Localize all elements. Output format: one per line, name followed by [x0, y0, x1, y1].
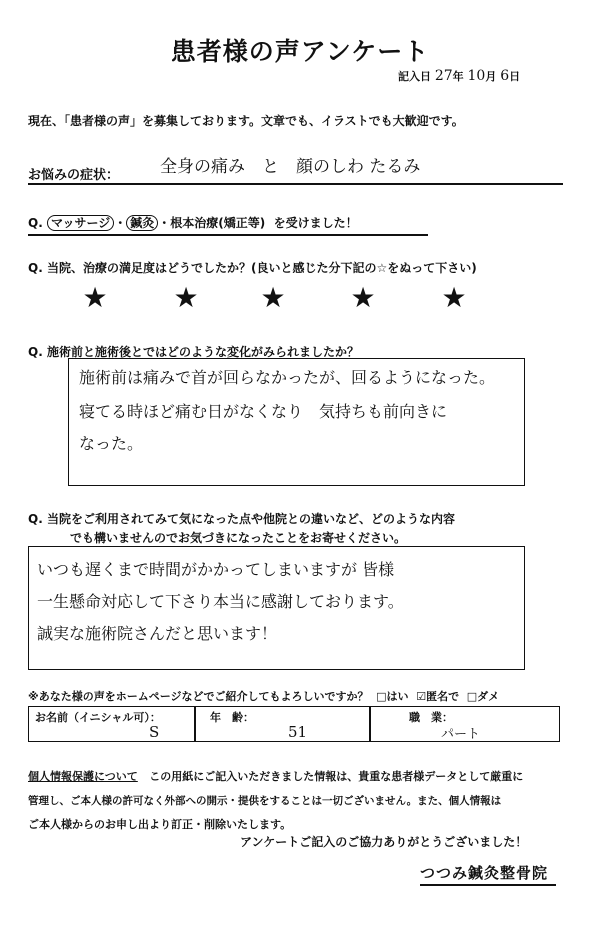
- compare-answer-line-2: 一生懸命対応して下さり本当に感謝しております。: [37, 592, 404, 611]
- consent-no-checkbox[interactable]: □ダメ: [466, 690, 500, 703]
- treatment-underline: [28, 234, 428, 236]
- occupation-value: パート: [441, 727, 481, 742]
- clinic-underline: [420, 884, 556, 886]
- rating-star-2[interactable]: ★: [173, 281, 199, 314]
- change-answer-box: [68, 358, 525, 486]
- q-prefix: Q.: [28, 216, 43, 230]
- name-value: S: [149, 723, 160, 741]
- privacy-notice: [28, 765, 588, 837]
- date-label: 記入日: [398, 70, 431, 83]
- q-prefix: Q.: [28, 512, 43, 526]
- date-day-unit: 日: [509, 70, 521, 83]
- consent-yes-checkbox[interactable]: □はい: [376, 690, 409, 703]
- q-prefix: Q.: [28, 261, 43, 275]
- privacy-line-3: ご本人様からのお申し出より訂正・削除いたします。: [28, 818, 292, 831]
- date-month: 10: [467, 68, 486, 84]
- treatment-suffix: を受けました！: [273, 216, 358, 230]
- rating-star-1[interactable]: ★: [82, 281, 108, 314]
- change-question-text: 施術前と施術後とではどのような変化がみられましたか？: [46, 345, 359, 359]
- separator: ・: [114, 216, 127, 230]
- occupation-field[interactable]: [370, 706, 560, 742]
- symptoms-underline: [28, 183, 563, 185]
- date-year: 27: [434, 68, 453, 84]
- consent-question: [28, 688, 499, 704]
- compare-question-line-1: [28, 510, 455, 527]
- age-label: 年 齢：: [210, 711, 254, 724]
- change-answer-line-1: 施術前は痛みで首が回らなかったが、回るようになった。: [79, 368, 496, 387]
- option-acupuncture: 鍼灸: [126, 215, 158, 231]
- age-value: 51: [288, 723, 308, 741]
- treatment-question: [28, 214, 358, 231]
- compare-answer-box: [28, 546, 525, 670]
- page-title: 患者様の声アンケート: [170, 37, 430, 66]
- thanks-message: アンケートご記入のご協力ありがとうございました！: [240, 835, 528, 849]
- rating-star-3[interactable]: ★: [260, 281, 286, 314]
- compare-answer-line-3: 誠実な施術院さんだと思います！: [37, 624, 278, 643]
- date-year-unit: 年: [452, 70, 464, 83]
- rating-star-4[interactable]: ★: [350, 281, 376, 314]
- change-answer-line-3: なった。: [79, 434, 144, 453]
- name-label: お名前（イニシャル可）：: [35, 711, 161, 724]
- privacy-line-2: 管理し、ご本人様の許可なく外部への開示・提供をすることは一切ございません。また、個人情報は: [28, 795, 502, 807]
- entry-date: [398, 68, 520, 84]
- age-field[interactable]: [195, 706, 370, 742]
- consent-text: ※あなた様の声をホームページなどでご紹介してもよろしいですか？: [28, 690, 369, 703]
- intro-text: 現在、「患者様の声」を募集しております。文章でも、イラストでも大歓迎です。: [28, 114, 464, 128]
- symptoms-answer: 全身の痛み と 顔のしわ たるみ: [160, 157, 421, 177]
- option-root-treatment: 根本治療(矯正等): [170, 216, 266, 230]
- satisfaction-text: 当院、治療の満足度はどうでしたか？(良いと感じた分下記の☆をぬって下さい): [46, 261, 477, 275]
- date-day: 6: [500, 68, 510, 84]
- satisfaction-question: [28, 259, 477, 276]
- change-answer-line-2: 寝てる時ほど痛む日がなくなり 気持ちも前向きに: [79, 402, 448, 421]
- privacy-line-1: この用紙にご記入いただきました情報は、貴重な患者様データとして厳重に: [149, 770, 524, 783]
- option-massage: マッサージ: [47, 215, 114, 231]
- compare-answer-line-1: いつも遅くまで時間がかかってしまいますが 皆様: [37, 560, 395, 579]
- privacy-heading: 個人情報保護について: [28, 770, 138, 783]
- date-month-unit: 月: [485, 70, 497, 83]
- compare-question-text-1: 当院をご利用されてみて気になった点や他院との違いなど、どのような内容: [46, 512, 455, 526]
- compare-question-line-2: でも構いませんのでお気づきになったことをお寄せください。: [70, 531, 407, 545]
- rating-star-5[interactable]: ★: [441, 281, 467, 314]
- occupation-label: 職 業：: [409, 711, 453, 724]
- symptoms-label: お悩みの症状：: [28, 168, 120, 183]
- clinic-name: つつみ鍼灸整骨院: [420, 864, 549, 882]
- name-field[interactable]: [28, 706, 195, 742]
- separator: ・: [158, 216, 171, 230]
- q-prefix: Q.: [28, 345, 43, 359]
- consent-anonymous-checkbox[interactable]: ☑匿名で: [416, 690, 460, 703]
